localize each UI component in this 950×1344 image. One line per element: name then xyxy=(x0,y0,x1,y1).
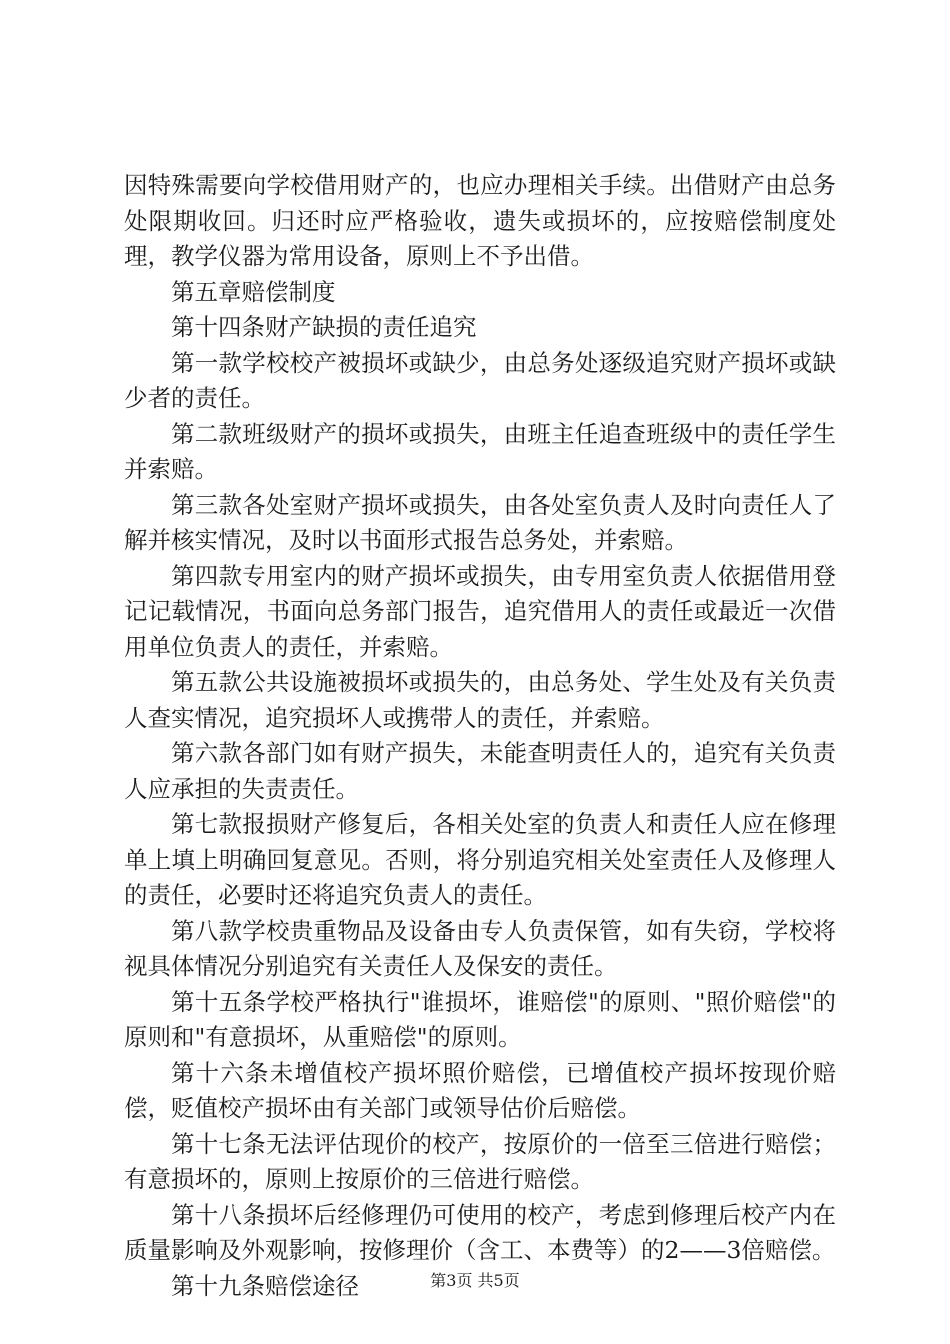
paragraph: 第五款公共设施被损坏或损失的，由总务处、学生处及有关负责人查实情况，追究损坏人或携带人的责任，并索赔。 xyxy=(124,668,836,732)
paragraph: 第十七条无法评估现价的校产，按原价的一倍至三倍进行赔偿；有意损坏的，原则上按原价的三倍进行赔偿。 xyxy=(124,1129,836,1193)
article-heading: 第十四条财产缺损的责任追究 xyxy=(171,313,477,341)
paragraph: 第十八条损坏后经修理仍可使用的校产，考虑到修理后校产内在质量影响及外观影响，按修理价（含工、本费等）的2——3倍赔偿。 xyxy=(124,1200,836,1264)
paragraph: 因特殊需要向学校借用财产的，也应办理相关手续。出借财产由总务处限期收回。归还时应严格验收，遗失或损坏的，应按赔偿制度处理，教学仪器为常用设备，原则上不予出借。 xyxy=(124,171,836,270)
paragraph: 第四款专用室内的财产损坏或损失，由专用室负责人依据借用登记记载情况，书面向总务部门报告，追究借用人的责任或最近一次借用单位负责人的责任，并索赔。 xyxy=(124,561,836,661)
article-heading: 第十九条赔偿途径 xyxy=(171,1271,359,1300)
paragraph: 第二款班级财产的损坏或损失，由班主任追查班级中的责任学生并索赔。 xyxy=(124,419,836,483)
paragraph: 第一款学校校产被损坏或缺少，由总务处逐级追究财产损坏或缺少者的责任。 xyxy=(124,348,836,412)
paragraph: 第十五条学校严格执行"谁损坏，谁赔偿"的原则、"照价赔偿"的原则和"有意损坏，从重赔偿"的原则。 xyxy=(124,987,836,1051)
document-body xyxy=(124,168,836,1304)
paragraph: 第七款报损财产修复后，各相关处室的负责人和责任人应在修理单上填上明确回复意见。否则，将分别追究相关处室责任人及修理人的责任，必要时还将追究负责人的责任。 xyxy=(124,810,836,909)
page-number-footer: 第3页 共5页 xyxy=(430,1271,520,1290)
paragraph: 第六款各部门如有财产损失，未能查明责任人的，追究有关负责人应承担的失责责任。 xyxy=(124,739,836,803)
chapter-heading: 第五章赔偿制度 xyxy=(171,277,336,306)
paragraph: 第三款各处室财产损坏或损失，由各处室负责人及时向责任人了解并核实情况，及时以书面形式报告总务处，并索赔。 xyxy=(124,490,836,554)
paragraph: 第十六条未增值校产损坏照价赔偿，已增值校产损坏按现价赔偿，贬值校产损坏由有关部门或领导估价后赔偿。 xyxy=(124,1058,836,1122)
paragraph: 第八款学校贵重物品及设备由专人负责保管，如有失窃，学校将视具体情况分别追究有关责任人及保安的责任。 xyxy=(124,916,836,980)
